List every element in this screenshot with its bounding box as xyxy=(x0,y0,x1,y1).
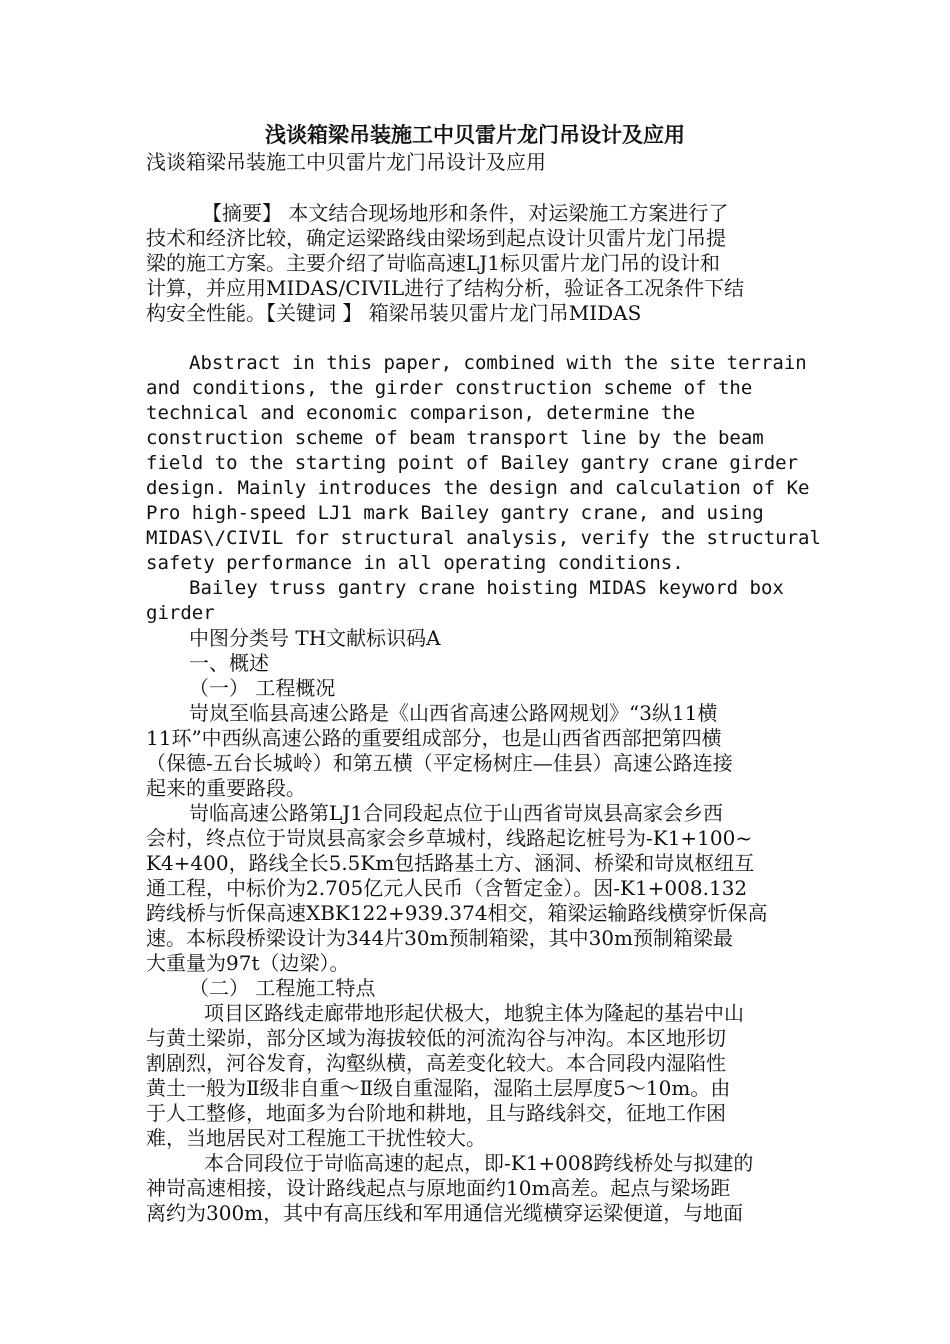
paragraph-line: 神岢高速相接，设计路线起点与原地面约10m高差。起点与梁场距 xyxy=(146,1176,731,1200)
paragraph-line: 起来的重要路段。 xyxy=(146,776,306,800)
paragraph-line: 岢岚至临县高速公路是《山西省高速公路网规划》“3纵11横 xyxy=(189,701,718,725)
keywords-en-line: girder xyxy=(146,602,215,624)
keywords-en-line: Bailey truss gantry crane hoisting MIDAS keyword box xyxy=(189,577,784,599)
doc-subtitle: 浅谈箱梁吊装施工中贝雷片龙门吊设计及应用 xyxy=(146,150,546,174)
doc-title: 浅谈箱梁吊装施工中贝雷片龙门吊设计及应用 xyxy=(265,122,685,147)
paragraph-line: 难，当地居民对工程施工干扰性较大。 xyxy=(146,1126,486,1150)
paragraph-line: 黄土一般为Ⅱ级非自重～Ⅱ级自重湿陷，湿陷土层厚度5～10m。由 xyxy=(146,1076,731,1100)
subsection-heading: （二） 工程施工特点 xyxy=(189,976,376,1000)
abstract-en-line: field to the starting point of Bailey gantry crane girder xyxy=(146,452,799,474)
abstract-en-line: safety performance in all operating conditions. xyxy=(146,552,684,574)
section-heading: 一、概述 xyxy=(189,651,269,675)
paragraph-line: 本合同段位于岢临高速的起点，即-K1+008跨线桥处与拟建的 xyxy=(204,1151,754,1175)
abstract-cn-line: 梁的施工方案。主要介绍了岢临高速LJ1标贝雷片龙门吊的设计和 xyxy=(146,251,721,275)
abstract-en-line: construction scheme of beam transport line by the beam xyxy=(146,427,764,449)
classification-line: 中图分类号 TH文献标识码A xyxy=(189,626,441,650)
paragraph-line: 11环”中西纵高速公路的重要组成部分，也是山西省西部把第四横 xyxy=(146,726,722,750)
paragraph-line: 大重量为97t（边梁）。 xyxy=(146,951,350,975)
abstract-cn-line: 技术和经济比较，确定运梁路线由梁场到起点设计贝雷片龙门吊提 xyxy=(146,226,726,250)
abstract-cn-line: 【摘要】 本文结合现场地形和条件，对运梁施工方案进行了 xyxy=(202,201,729,225)
paragraph-line: 与黄土梁峁，部分区域为海拔较低的河流沟谷与冲沟。本区地形切 xyxy=(146,1026,726,1050)
paragraph-line: 速。本标段桥梁设计为344片30m预制箱梁，其中30m预制箱梁最 xyxy=(146,926,734,950)
abstract-en-line: Abstract in this paper, combined with the site terrain xyxy=(189,352,807,374)
paragraph-line: 岢临高速公路第LJ1合同段起点位于山西省岢岚县高家会乡西 xyxy=(189,801,724,825)
paragraph-line: 离约为300m，其中有高压线和军用通信光缆横穿运梁便道，与地面 xyxy=(146,1201,744,1225)
abstract-en-line: technical and economic comparison, determine the xyxy=(146,402,696,424)
abstract-en-line: MIDAS\/CIVIL for structural analysis, verify the structural xyxy=(146,527,821,549)
paragraph-line: （保德-五台长城岭）和第五横（平定杨树庄—佳县）高速公路连接 xyxy=(146,751,733,775)
subsection-heading: （一） 工程概况 xyxy=(189,676,336,700)
abstract-cn-line: 构安全性能。【关键词 】 箱梁吊装贝雷片龙门吊MIDAS xyxy=(146,301,642,325)
paragraph-line: 于人工整修，地面多为台阶地和耕地，且与路线斜交，征地工作困 xyxy=(146,1101,726,1125)
abstract-en-line: design. Mainly introduces the design and calculation of Ke xyxy=(146,477,810,499)
paragraph-line: 项目区路线走廊带地形起伏极大，地貌主体为隆起的基岩中山 xyxy=(204,1001,744,1025)
paragraph-line: 割剧烈，河谷发育，沟壑纵横，高差变化较大。本合同段内湿陷性 xyxy=(146,1051,726,1075)
paragraph-line: 会村，终点位于岢岚县高家会乡草城村，线路起讫桩号为-K1+100~ xyxy=(146,826,753,850)
paragraph-line: 通工程，中标价为2.705亿元人民币（含暂定金）。因-K1+008.132 xyxy=(146,876,748,900)
abstract-en-line: and conditions, the girder construction scheme of the xyxy=(146,377,753,399)
abstract-en-line: Pro high-speed LJ1 mark Bailey gantry crane, and using xyxy=(146,502,764,524)
paragraph-line: 跨线桥与忻保高速XBK122+939.374相交，箱梁运输路线横穿忻保高 xyxy=(146,901,768,925)
paragraph-line: K4+400，路线全长5.5Km包括路基土方、涵洞、桥梁和岢岚枢纽互 xyxy=(146,851,755,875)
abstract-cn-line: 计算，并应用MIDAS/CIVIL进行了结构分析，验证各工况条件下结 xyxy=(146,276,745,300)
